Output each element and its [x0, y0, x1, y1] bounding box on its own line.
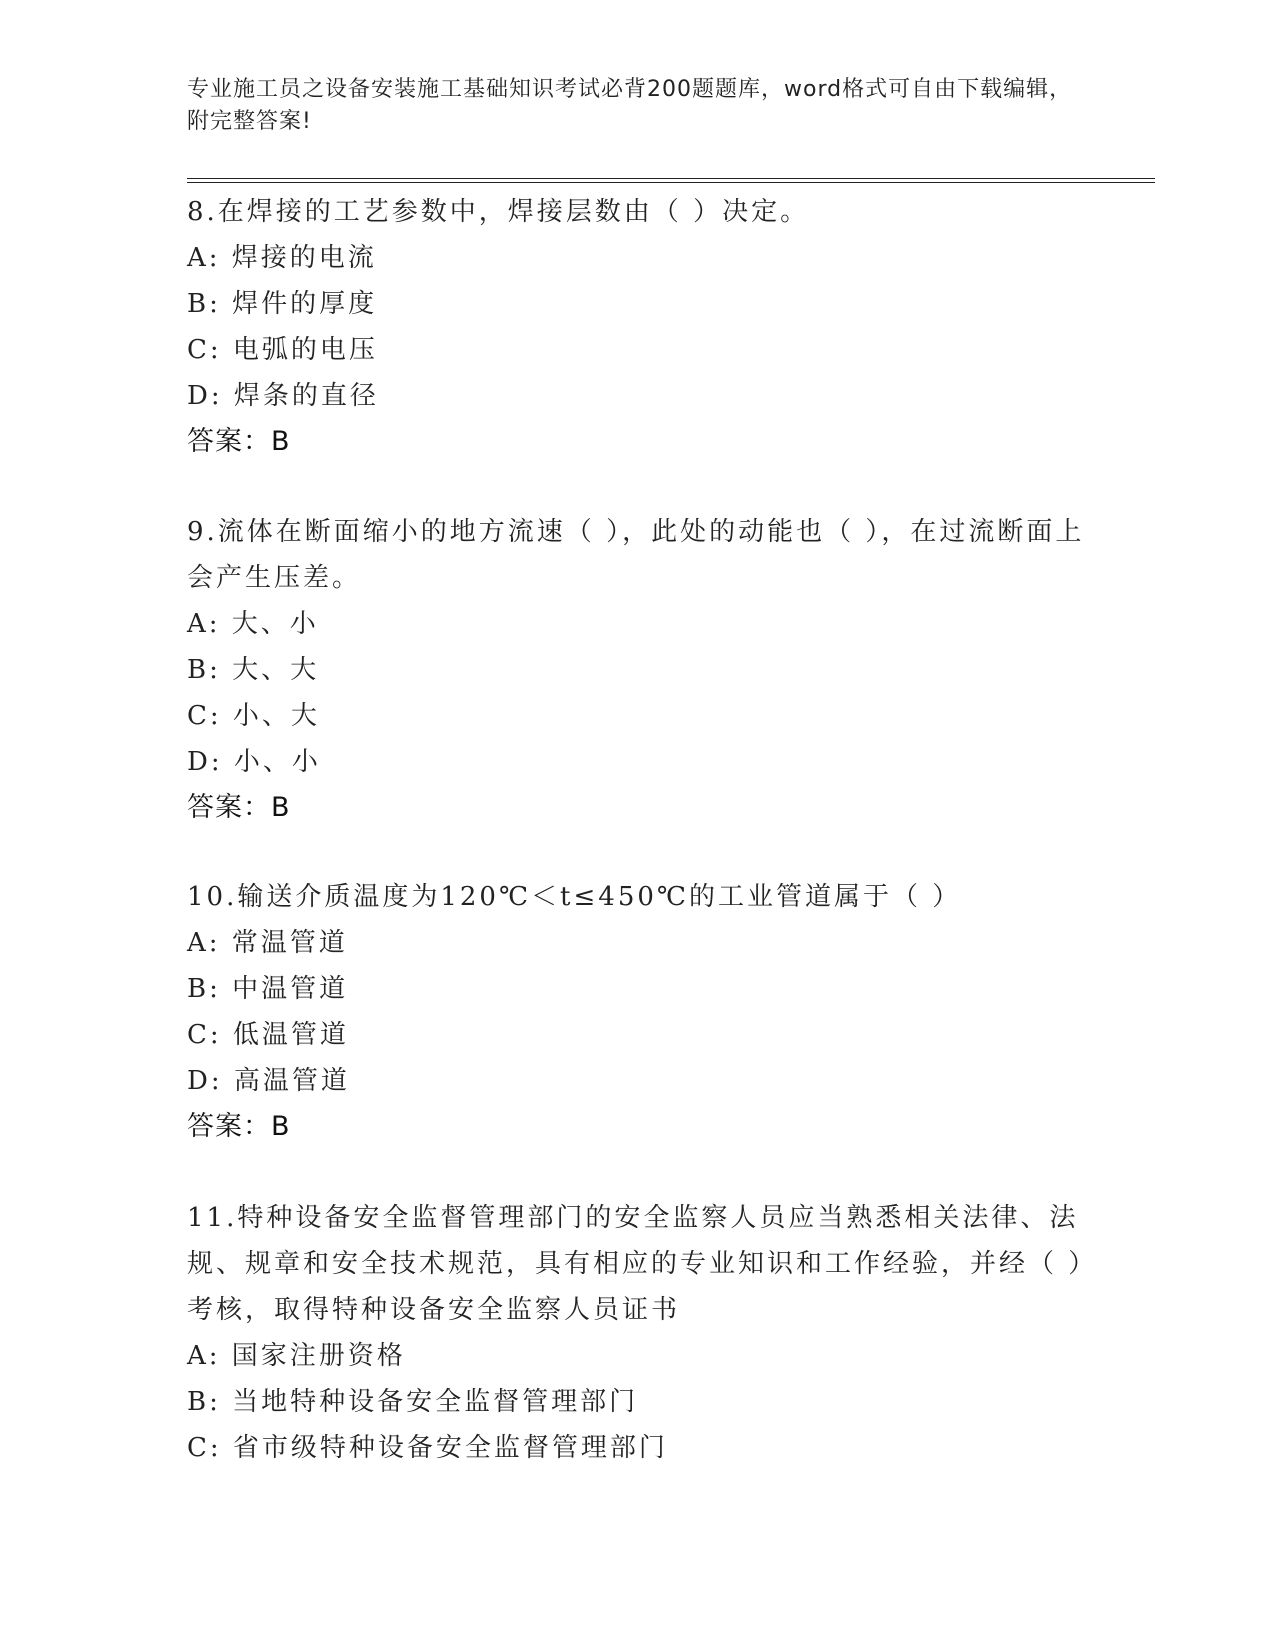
option-d: D: 高温管道: [187, 1066, 350, 1096]
option-a: A: 国家注册资格: [187, 1341, 406, 1371]
question-10: [187, 874, 1087, 1150]
question-9: [187, 509, 1087, 831]
answer: 答案：B: [187, 792, 291, 823]
answer: 答案：B: [187, 426, 291, 457]
option-b: B: 焊件的厚度: [187, 289, 378, 319]
option-c: C: 小、大: [187, 701, 320, 731]
option-a: A: 大、小: [187, 609, 319, 639]
document-header: 专业施工员之设备安装施工基础知识考试必背200题题库，word格式可自由下载编辑，附完整答案!: [187, 77, 1073, 134]
answer: 答案：B: [187, 1111, 291, 1142]
option-a: A: 焊接的电流: [187, 243, 377, 273]
option-b: B: 当地特种设备安全监督管理部门: [187, 1387, 639, 1417]
question-8: [187, 189, 1087, 465]
option-a: A: 常温管道: [187, 928, 348, 958]
question-stem: 10.输送介质温度为120℃＜t≤450℃的工业管道属于（ ）: [187, 882, 962, 912]
question-11: [187, 1195, 1087, 1471]
question-stem: 8.在焊接的工艺参数中，焊接层数由（ ）决定。: [187, 197, 810, 227]
option-c: C: 电弧的电压: [187, 335, 378, 365]
option-d: D: 小、小: [187, 747, 321, 777]
header-divider-top: [187, 178, 1155, 179]
option-c: C: 低温管道: [187, 1020, 349, 1050]
question-stem: 9.流体在断面缩小的地方流速（ ），此处的动能也（ ），在过流断面上会产生压差。: [187, 517, 1085, 593]
header-divider-bottom: [187, 182, 1155, 183]
question-stem: 11.特种设备安全监督管理部门的安全监察人员应当熟悉相关法律、法规、规章和安全技术规范，具有相应的专业知识和工作经验，并经（ ）考核，取得特种设备安全监察人员证书: [187, 1203, 1085, 1325]
option-b: B: 大、大: [187, 655, 320, 685]
option-b: B: 中温管道: [187, 974, 349, 1004]
option-c: C: 省市级特种设备安全监督管理部门: [187, 1433, 668, 1463]
option-d: D: 焊条的直径: [187, 381, 379, 411]
